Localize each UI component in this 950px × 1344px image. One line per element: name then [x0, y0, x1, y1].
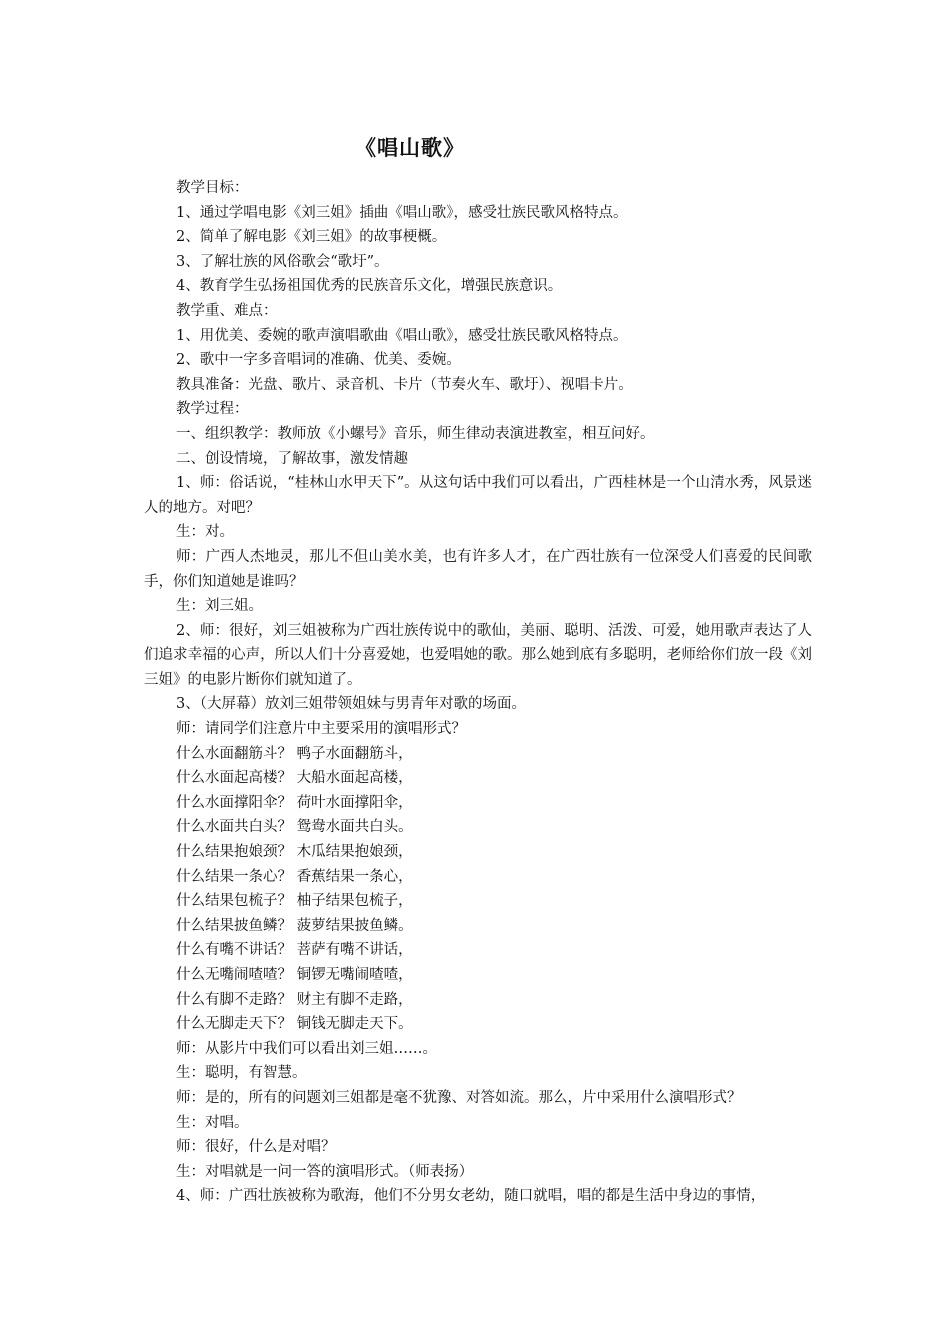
paragraph: 生：对。 [176, 524, 234, 541]
paragraph: 2、师：很好，刘三姐被称为广西壮族传说中的歌仙，美丽、聪明、活泼、可爱，她用歌声表达了人们追求幸福的心声，所以人们十分喜爱她，也爱唱她的歌。那么她到底有多聪明，老师给你们放一段《刘三姐》的电影片断你们就知道了。 [144, 622, 812, 688]
paragraph: 3、了解壮族的风俗歌会“歌圩”。 [176, 253, 389, 270]
paragraph: 1、通过学唱电影《刘三姐》插曲《唱山歌》，感受壮族民歌风格特点。 [176, 204, 628, 221]
paragraph: 师：请同学们注意片中主要采用的演唱形式？ [176, 721, 466, 738]
paragraph: 教学目标： [176, 180, 249, 196]
paragraph: 2、简单了解电影《刘三姐》的故事梗概。 [176, 229, 447, 246]
paragraph: 二、创设情境，了解故事，激发情趣 [176, 450, 408, 467]
document-title: 《唱山歌》 [355, 135, 465, 160]
paragraph: 生：聪明，有智慧。 [176, 1065, 307, 1082]
paragraph: 什么结果包梳子？ 柚子结果包梳子， [176, 893, 413, 910]
paragraph: 什么无脚走天下？ 铜钱无脚走天下。 [176, 1016, 413, 1033]
paragraph: 教学过程： [176, 401, 249, 418]
paragraph: 生：对唱。 [176, 1114, 249, 1131]
paragraph: 教学重、难点： [176, 302, 278, 319]
paragraph: 4、师：广西壮族被称为歌海，他们不分男女老幼，随口就唱，唱的都是生活中身边的事情， [176, 1188, 766, 1205]
paragraph: 师：很好，什么是对唱？ [176, 1139, 336, 1156]
paragraph: 什么结果一条心？ 香蕉结果一条心， [176, 868, 413, 885]
paragraph: 师：广西人杰地灵，那儿不但山美水美，也有许多人才，在广西壮族有一位深受人们喜爱的民间歌手，你们知道她是谁吗？ [144, 548, 812, 590]
paragraph: 师：是的，所有的问题刘三姐都是毫不犹豫、对答如流。那么，片中采用什么演唱形式？ [176, 1089, 742, 1106]
paragraph: 什么水面撑阳伞？ 荷叶水面撑阳伞， [176, 794, 413, 811]
paragraph: 师：从影片中我们可以看出刘三姐……。 [176, 1040, 437, 1057]
paragraph: 教具准备：光盘、歌片、录音机、卡片（节奏火车、歌圩）、视唱卡片。 [176, 376, 633, 393]
paragraph: 3、（大屏幕）放刘三姐带领姐妹与男青年对歌的场面。 [176, 696, 526, 713]
paragraph: 一、组织教学：教师放《小螺号》音乐，师生律动表演进教室，相互问好。 [176, 425, 655, 442]
paragraph: 什么结果披鱼鳞？ 菠萝结果披鱼鳞。 [176, 917, 413, 934]
paragraph: 生：刘三姐。 [176, 598, 263, 615]
paragraph: 什么水面起高楼？ 大船水面起高楼， [176, 770, 413, 787]
paragraph: 4、教育学生弘扬祖国优秀的民族音乐文化，增强民族意识。 [176, 278, 563, 295]
paragraph: 什么结果抱娘颈？ 木瓜结果抱娘颈， [176, 844, 413, 861]
paragraph: 什么水面翻筋斗？ 鸭子水面翻筋斗， [176, 745, 413, 762]
paragraph: 什么无嘴闹喳喳？ 铜锣无嘴闹喳喳， [176, 967, 413, 983]
paragraph: 什么有嘴不讲话？ 菩萨有嘴不讲话， [176, 942, 413, 959]
paragraph: 什么水面共白头？ 鸳鸯水面共白头。 [176, 819, 413, 836]
document-body [144, 176, 812, 1209]
paragraph: 1、用优美、委婉的歌声演唱歌曲《唱山歌》，感受壮族民歌风格特点。 [176, 327, 628, 344]
paragraph: 1、师：俗话说，“桂林山水甲天下”。从这句话中我们可以看出，广西桂林是一个山清水秀，风景迷人的地方。对吧？ [144, 475, 812, 516]
paragraph: 生：对唱就是一问一答的演唱形式。（师表扬） [176, 1163, 474, 1180]
paragraph: 2、歌中一字多音唱词的准确、优美、委婉。 [176, 352, 461, 369]
paragraph: 什么有脚不走路？ 财主有脚不走路， [176, 991, 413, 1008]
